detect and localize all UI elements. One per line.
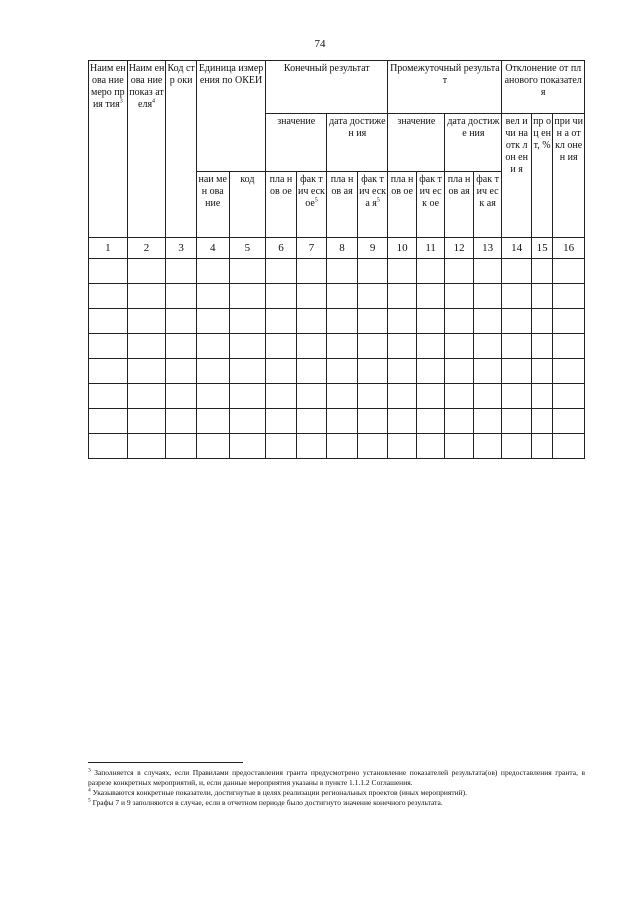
header-okei-name: наи мен ова ние <box>196 172 229 238</box>
table-cell <box>553 434 585 459</box>
header-deviation-percent: пр оц ен т, % <box>531 114 552 238</box>
header-interim-date: дата достиже ния <box>445 114 502 172</box>
table-cell <box>473 259 502 284</box>
column-number: 9 <box>357 238 388 259</box>
column-number: 7 <box>296 238 327 259</box>
table-cell <box>229 309 266 334</box>
column-numbers-row <box>89 238 585 259</box>
table-cell <box>89 359 128 384</box>
table-cell <box>296 434 327 459</box>
header-interim-value-planned: пла нов ое <box>388 172 417 238</box>
footnotes <box>88 768 585 808</box>
table-cell <box>166 434 197 459</box>
table-cell <box>553 384 585 409</box>
table-cell <box>416 309 445 334</box>
table-cell <box>296 309 327 334</box>
table-cell <box>388 359 417 384</box>
table-cell <box>531 334 552 359</box>
table-cell <box>327 259 358 284</box>
table-cell <box>357 359 388 384</box>
table-cell <box>388 384 417 409</box>
table-cell <box>327 284 358 309</box>
footnote: $^4$ Указываются конкретные показатели, достигнутые в целях реализации региональных проектов (иных мероприятий). <box>88 787 468 797</box>
table-cell <box>266 384 297 409</box>
table-cell <box>166 409 197 434</box>
table-row <box>89 409 585 434</box>
table-cell <box>473 334 502 359</box>
header-measure-name: Наим енова ние меро прия тия$^3$ <box>89 61 128 238</box>
table-cell <box>553 259 585 284</box>
table-cell <box>502 259 532 284</box>
header-final-result: Конечный результат <box>266 61 388 114</box>
column-number: 6 <box>266 238 297 259</box>
table-cell <box>327 384 358 409</box>
header-interim-result: Промежуточный результат <box>388 61 502 114</box>
table-cell <box>89 284 128 309</box>
table-cell <box>89 434 128 459</box>
table-cell <box>196 284 229 309</box>
table-cell <box>473 409 502 434</box>
table-cell <box>166 359 197 384</box>
table-cell <box>127 334 166 359</box>
column-number: 8 <box>327 238 358 259</box>
column-number: 1 <box>89 238 128 259</box>
header-deviation-value: вел ичи на отк лон ени я <box>502 114 532 238</box>
table-cell <box>357 334 388 359</box>
table-cell <box>473 434 502 459</box>
header-deviation-reason: при чин а откл онен ия <box>553 114 585 238</box>
table-cell <box>531 359 552 384</box>
table-cell <box>89 384 128 409</box>
table-cell <box>196 359 229 384</box>
table-cell <box>388 284 417 309</box>
column-number: 10 <box>388 238 417 259</box>
table-cell <box>127 384 166 409</box>
table-cell <box>266 334 297 359</box>
table-cell <box>473 384 502 409</box>
table-cell <box>531 259 552 284</box>
column-number: 12 <box>445 238 474 259</box>
table-cell <box>553 284 585 309</box>
table-cell <box>416 409 445 434</box>
table-cell <box>266 359 297 384</box>
table-cell <box>445 334 474 359</box>
header-interim-value: значение <box>388 114 445 172</box>
table-cell <box>266 309 297 334</box>
table-cell <box>416 434 445 459</box>
table-cell <box>166 309 197 334</box>
table-cell <box>196 434 229 459</box>
table-cell <box>296 384 327 409</box>
header-final-date: дата достижен ия <box>327 114 388 172</box>
table-cell <box>327 409 358 434</box>
table-cell <box>89 334 128 359</box>
table-cell <box>229 334 266 359</box>
table-cell <box>473 359 502 384</box>
header-okei-code: код <box>229 172 266 238</box>
table-cell <box>127 309 166 334</box>
column-number: 3 <box>166 238 197 259</box>
table-cell <box>296 334 327 359</box>
table-cell <box>553 309 585 334</box>
column-number: 11 <box>416 238 445 259</box>
table-cell <box>296 359 327 384</box>
table-cell <box>531 309 552 334</box>
table-cell <box>166 334 197 359</box>
table-cell <box>357 259 388 284</box>
report-table <box>88 60 585 459</box>
column-number: 2 <box>127 238 166 259</box>
table-cell <box>327 434 358 459</box>
table-cell <box>357 409 388 434</box>
table-cell <box>473 309 502 334</box>
data-rows <box>89 259 585 459</box>
header-final-value: значение <box>266 114 327 172</box>
table-cell <box>553 359 585 384</box>
table-cell <box>445 409 474 434</box>
table-cell <box>473 284 502 309</box>
table-cell <box>502 284 532 309</box>
table-row <box>89 259 585 284</box>
header-okei-unit: Единица измерения по ОКЕИ <box>196 61 265 172</box>
table-cell <box>553 409 585 434</box>
table-cell <box>531 384 552 409</box>
table-cell <box>166 284 197 309</box>
table-cell <box>266 284 297 309</box>
column-number: 13 <box>473 238 502 259</box>
table-cell <box>166 259 197 284</box>
table-row <box>89 284 585 309</box>
footnote: $^5$ Графы 7 и 9 заполняются в случае, если в отчетном периоде было достигнуто значение конечного результата. <box>88 797 443 807</box>
table-cell <box>229 359 266 384</box>
table-cell <box>127 259 166 284</box>
table-cell <box>416 259 445 284</box>
table-cell <box>531 409 552 434</box>
table-cell <box>229 434 266 459</box>
table-cell <box>531 434 552 459</box>
table-cell <box>196 409 229 434</box>
table-cell <box>89 259 128 284</box>
table-cell <box>196 309 229 334</box>
table-cell <box>166 384 197 409</box>
header-interim-date-planned: пла нов ая <box>445 172 474 238</box>
header-final-value-planned: пла нов ое <box>266 172 297 238</box>
table-cell <box>229 384 266 409</box>
table-cell <box>327 334 358 359</box>
table-cell <box>416 334 445 359</box>
table-cell <box>416 359 445 384</box>
table-cell <box>266 259 297 284</box>
table-cell <box>502 384 532 409</box>
table-cell <box>357 284 388 309</box>
table-cell <box>388 259 417 284</box>
table-cell <box>127 409 166 434</box>
header-row-1 <box>89 61 585 114</box>
table-cell <box>445 309 474 334</box>
table-cell <box>388 434 417 459</box>
table-cell <box>502 309 532 334</box>
header-interim-value-actual: фак тич еск ое <box>416 172 445 238</box>
table-cell <box>416 284 445 309</box>
table-cell <box>127 284 166 309</box>
footnote-separator <box>88 762 243 763</box>
header-final-date-actual: фак тич еска $я^5$ <box>357 172 388 238</box>
table-cell <box>502 409 532 434</box>
table-row <box>89 384 585 409</box>
table-cell <box>502 334 532 359</box>
column-number: 4 <box>196 238 229 259</box>
column-number: 14 <box>502 238 532 259</box>
table-cell <box>127 434 166 459</box>
column-number: 15 <box>531 238 552 259</box>
header-interim-date-actual: фак тич еск ая <box>473 172 502 238</box>
table-cell <box>553 334 585 359</box>
header-final-value-actual: фак тич еск $ое^5$ <box>296 172 327 238</box>
header-final-date-planned: пла нов ая <box>327 172 358 238</box>
table-cell <box>296 259 327 284</box>
page-number: 74 <box>314 38 326 50</box>
table-cell <box>357 309 388 334</box>
table-cell <box>502 359 532 384</box>
table-cell <box>89 309 128 334</box>
table-row <box>89 334 585 359</box>
table-cell <box>445 284 474 309</box>
table-cell <box>357 384 388 409</box>
table-cell <box>229 409 266 434</box>
column-number: 5 <box>229 238 266 259</box>
table-cell <box>196 334 229 359</box>
table-row <box>89 309 585 334</box>
table-cell <box>388 309 417 334</box>
table-cell <box>296 284 327 309</box>
table-row <box>89 359 585 384</box>
table-row <box>89 434 585 459</box>
table-cell <box>327 359 358 384</box>
table-cell <box>196 259 229 284</box>
table-cell <box>296 409 327 434</box>
table-cell <box>266 409 297 434</box>
table-cell <box>357 434 388 459</box>
table-cell <box>388 409 417 434</box>
table-cell <box>266 434 297 459</box>
table-cell <box>445 384 474 409</box>
table-cell <box>416 384 445 409</box>
table-cell <box>127 359 166 384</box>
table-cell <box>327 309 358 334</box>
column-number: 16 <box>553 238 585 259</box>
table-cell <box>229 284 266 309</box>
table-cell <box>388 334 417 359</box>
table-cell <box>502 434 532 459</box>
table-cell <box>445 359 474 384</box>
header-deviation: Отклонение от планового показателя <box>502 61 585 114</box>
table-cell <box>445 259 474 284</box>
table-cell <box>89 409 128 434</box>
table-cell <box>445 434 474 459</box>
footnote: $^3$ Заполняется в случаях, если Правилами предоставления гранта предусмотрено установление показателей результата(ов) предоставления гранта, в разрезе конкретных мероприятий, и, если данные мероприятия указаны в пункте 1.1.1.2 Соглашения. <box>88 767 585 787</box>
table-cell <box>531 284 552 309</box>
table-cell <box>196 384 229 409</box>
header-indicator-name: Наим енова ние показ ателя$^4$ <box>127 61 166 238</box>
table-cell <box>229 259 266 284</box>
header-row-code: Код стр оки <box>166 61 197 238</box>
